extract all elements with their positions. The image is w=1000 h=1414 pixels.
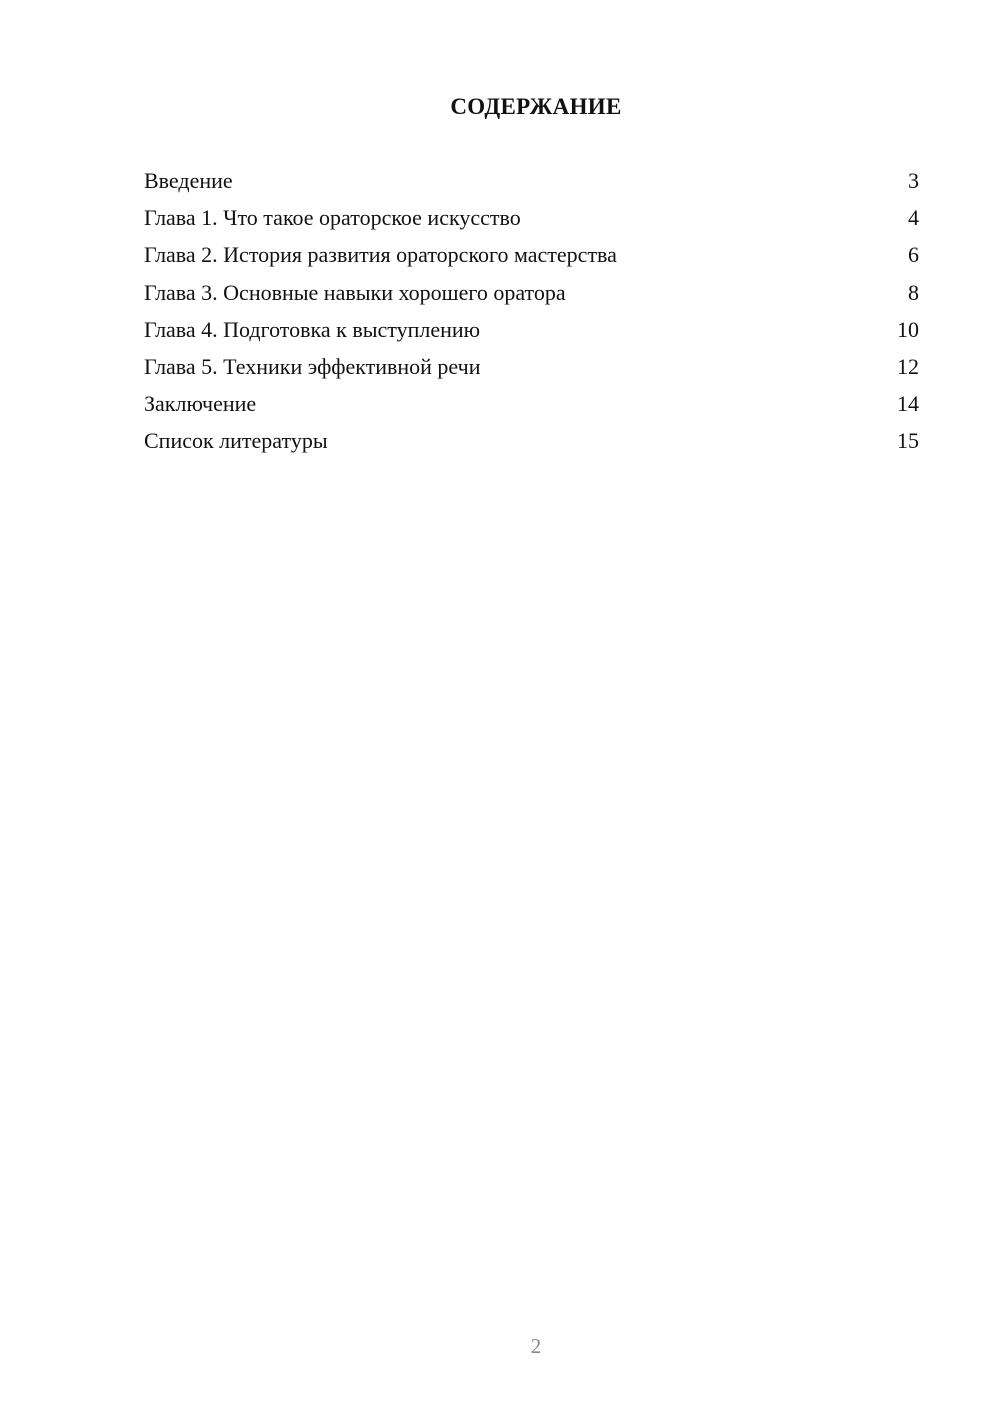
toc-entry-label: Заключение (144, 391, 257, 417)
toc-entry-label: Глава 3. Основные навыки хорошего оратора (144, 279, 566, 305)
page-number: 2 (530, 1334, 542, 1358)
toc-list (144, 168, 919, 466)
toc-entry-page: 14 (897, 391, 919, 417)
toc-entry-page: 4 (908, 205, 919, 231)
toc-entry-label: Глава 5. Техники эффективной речи (144, 353, 481, 379)
toc-entry (144, 428, 919, 465)
toc-entry-label: Введение (144, 168, 233, 193)
toc-entry-label: Глава 4. Подготовка к выступлению (144, 316, 481, 342)
toc-entry-page: 3 (908, 168, 919, 193)
toc-entry (144, 354, 919, 391)
toc-entry-label: Список литературы (144, 428, 328, 454)
toc-entry (144, 280, 919, 317)
toc-title: СОДЕРЖАНИЕ (450, 94, 622, 119)
toc-entry-page: 10 (897, 316, 919, 342)
toc-entry (144, 317, 919, 354)
toc-entry (144, 391, 919, 428)
toc-entry (144, 242, 919, 279)
toc-entry-page: 15 (897, 428, 919, 454)
toc-entry (144, 168, 919, 205)
toc-entry-label: Глава 1. Что такое ораторское искусство (144, 205, 521, 231)
toc-entry-page: 6 (908, 242, 919, 268)
toc-entry-label: Глава 2. История развития ораторского мастерства (144, 242, 617, 268)
toc-entry (144, 205, 919, 242)
toc-entry-page: 8 (908, 279, 919, 305)
toc-entry-page: 12 (897, 353, 919, 379)
